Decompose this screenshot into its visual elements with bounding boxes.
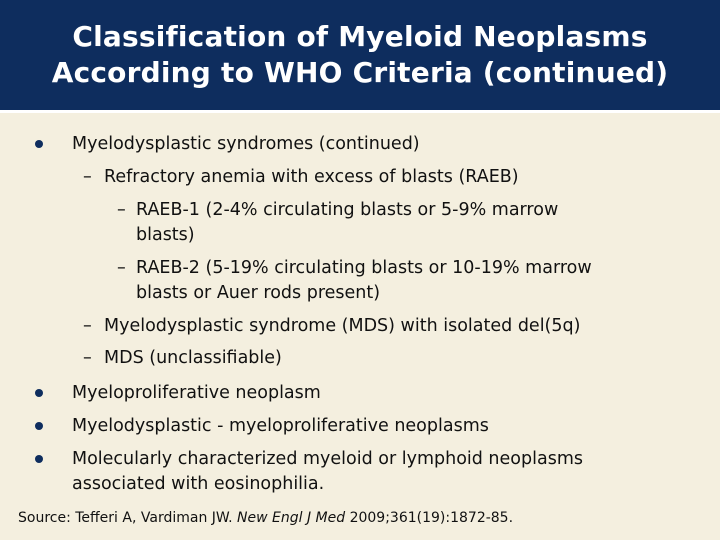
sub-sub-bullet-raeb1-line2: blasts): [136, 225, 195, 245]
sub-bullet-mds-unclassifiable: MDS (unclassifiable): [104, 348, 282, 368]
dash-icon: –: [83, 167, 92, 187]
dash-icon: –: [117, 258, 126, 278]
bullet-dot-icon: [35, 389, 43, 397]
slide-title-line-2: According to WHO Criteria (continued): [51, 56, 669, 89]
dash-icon: –: [83, 348, 92, 368]
source-citation: [18, 508, 513, 528]
dash-icon: –: [117, 200, 126, 220]
slide-title-line-1: Classification of Myeloid Neoplasms: [72, 20, 648, 53]
bullet-mds: Myelodysplastic syndromes (continued): [72, 134, 420, 154]
bullet-dot-icon: [35, 455, 43, 463]
sub-bullet-raeb: Refractory anemia with excess of blasts (RAEB): [104, 167, 519, 187]
sub-bullet-mds-del5q: Myelodysplastic syndrome (MDS) with isolated del(5q): [104, 316, 581, 336]
title-bar: [0, 0, 720, 113]
source-prefix: Source: Tefferi A, Vardiman JW.: [18, 510, 238, 526]
sub-sub-bullet-raeb2-line2: blasts or Auer rods present): [136, 283, 381, 303]
sub-sub-bullet-raeb2-line1: RAEB-2 (5-19% circulating blasts or 10-19% marrow: [136, 258, 592, 278]
bullet-eosinophilia-line2: associated with eosinophilia.: [72, 474, 325, 494]
bullet-dot-icon: [35, 140, 43, 148]
bullet-myeloproliferative: Myeloproliferative neoplasm: [72, 383, 321, 403]
bullet-dot-icon: [35, 422, 43, 430]
dash-icon: –: [83, 316, 92, 336]
sub-sub-bullet-raeb1-line1: RAEB-1 (2-4% circulating blasts or 5-9% marrow: [136, 200, 559, 220]
source-suffix: 2009;361(19):1872-85.: [345, 510, 514, 526]
source-journal: New Engl J Med: [237, 510, 346, 526]
bullet-mds-mpn: Myelodysplastic - myeloproliferative neoplasms: [72, 416, 489, 436]
bullet-eosinophilia-line1: Molecularly characterized myeloid or lymphoid neoplasms: [72, 449, 583, 469]
